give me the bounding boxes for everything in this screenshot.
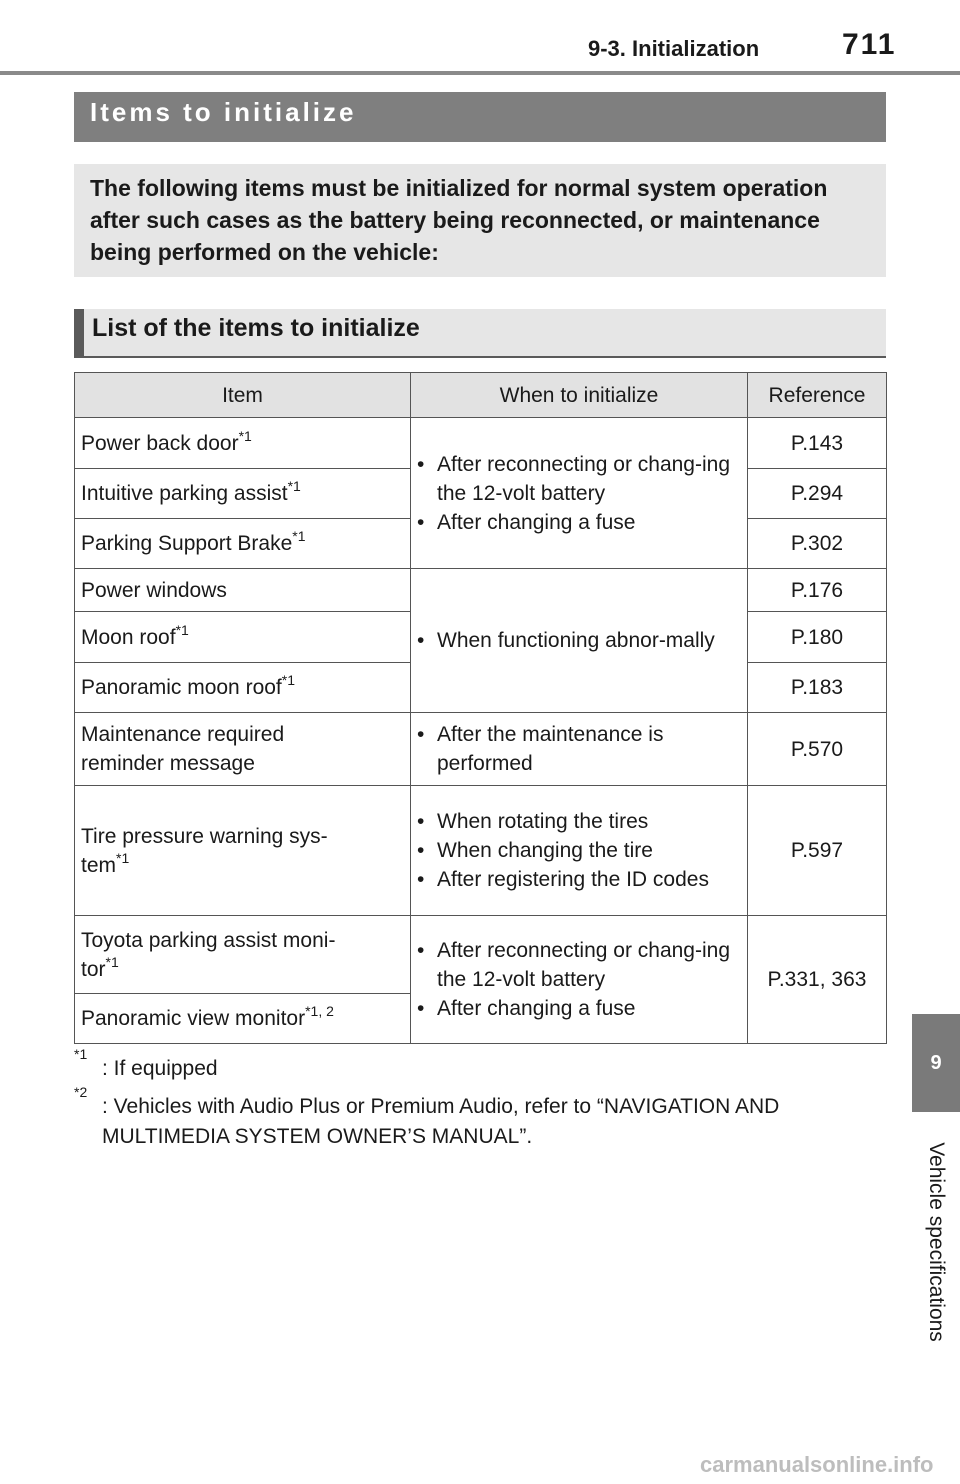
when-bullet: • After the maintenance is performed <box>417 720 741 778</box>
column-header-item: Item <box>75 373 411 418</box>
item-cell <box>75 786 411 916</box>
chapter-tab: 9 <box>912 1014 960 1112</box>
when-cell <box>411 786 748 916</box>
when-cell <box>411 713 748 786</box>
when-bullet: • When changing the tire <box>417 836 741 865</box>
when-cell <box>411 916 748 1044</box>
item-cell <box>75 663 411 713</box>
table-row <box>75 569 887 612</box>
item-name: reminder message <box>81 752 255 775</box>
footnote-ref: *1 <box>116 849 130 866</box>
page-header <box>0 0 960 76</box>
item-name: Panoramic view monitor <box>81 1007 306 1030</box>
item-name: Intuitive parking assist <box>81 482 288 505</box>
reference-cell: P.597 <box>748 786 887 916</box>
item-cell <box>75 916 411 994</box>
reference-cell: P.302 <box>748 519 887 569</box>
table-row <box>75 418 887 469</box>
column-header-reference: Reference <box>748 373 887 418</box>
reference-cell: P.176 <box>748 569 887 612</box>
item-name: tem <box>81 853 117 877</box>
footnote-ref: *1 <box>287 478 301 494</box>
footnote-ref: *1 <box>281 672 295 688</box>
footnote-ref: *1 <box>292 528 306 544</box>
when-bullet: • When functioning abnor-mally <box>417 626 741 655</box>
item-name: Maintenance required <box>81 723 285 746</box>
reference-cell: P.570 <box>748 713 887 786</box>
footnote-ref: *1 <box>238 427 252 444</box>
when-bullet: • After registering the ID codes <box>417 865 741 894</box>
item-cell <box>75 994 411 1044</box>
item-cell <box>75 469 411 519</box>
header-rule <box>0 71 960 75</box>
footnote-ref: *1, 2 <box>305 1003 334 1019</box>
column-header-when: When to initialize <box>411 373 748 418</box>
reference-cell: P.331, 363 <box>748 916 887 1044</box>
item-name: Moon roof <box>81 625 176 649</box>
item-name: Tire pressure warning sys- <box>81 824 328 848</box>
footnotes <box>74 1046 886 1160</box>
footnote: *1 : If equipped <box>74 1046 218 1080</box>
item-name: Power windows <box>81 578 227 602</box>
reference-cell: P.183 <box>748 663 887 713</box>
item-name: Toyota parking assist moni- <box>81 928 336 952</box>
item-name: Power back door <box>81 431 239 455</box>
table-header-row <box>75 373 887 418</box>
item-cell <box>75 519 411 569</box>
item-cell <box>75 418 411 469</box>
item-cell <box>75 569 411 612</box>
reference-cell: P.294 <box>748 469 887 519</box>
footnote-text: : If equipped <box>102 1057 218 1080</box>
table-row <box>75 786 887 916</box>
when-bullet: • After reconnecting or chang-ing the 12-volt battery <box>417 450 741 508</box>
footnote-ref: *1 <box>105 953 119 970</box>
item-name: Parking Support Brake <box>81 532 293 555</box>
chapter-label: Vehicle specifications <box>925 1142 948 1342</box>
list-subheading: List of the items to initialize <box>74 309 886 358</box>
table-row <box>75 713 887 786</box>
item-cell <box>75 612 411 663</box>
item-name: tor <box>81 957 106 981</box>
when-cell <box>411 418 748 569</box>
item-cell <box>75 713 411 786</box>
watermark: carmanualsonline.info <box>700 1452 934 1477</box>
when-bullet: • When rotating the tires <box>417 807 741 836</box>
footnote-ref: *1 <box>175 621 189 638</box>
initialize-table <box>74 372 887 1044</box>
when-cell <box>411 569 748 713</box>
section-title: 9-3. Initialization <box>588 36 760 61</box>
page-number: 711 <box>842 28 897 61</box>
footnote-text: : Vehicles with Audio Plus or Premium Audio, refer to “NAVIGATION AND MULTIMEDIA SYSTEM OWNER’S MANUAL”. <box>102 1095 780 1148</box>
when-bullet: • After changing a fuse <box>417 994 741 1023</box>
when-bullet: • After changing a fuse <box>417 508 741 537</box>
reference-cell: P.180 <box>748 612 887 663</box>
intro-box: The following items must be initialized for normal system operation after such cases as the battery being reconnected, or maintenance being performed on the vehicle: <box>74 164 886 277</box>
footnote: *2 : Vehicles with Audio Plus or Premium Audio, refer to “NAVIGATION AND MULTIMEDIA SYSTEM OWNER’S MANUAL”. <box>74 1084 780 1148</box>
reference-cell: P.143 <box>748 418 887 469</box>
section-banner: Items to initialize <box>74 92 886 142</box>
when-bullet: • After reconnecting or chang-ing the 12-volt battery <box>417 936 741 994</box>
item-name: Panoramic moon roof <box>81 676 282 699</box>
table-row <box>75 916 887 994</box>
